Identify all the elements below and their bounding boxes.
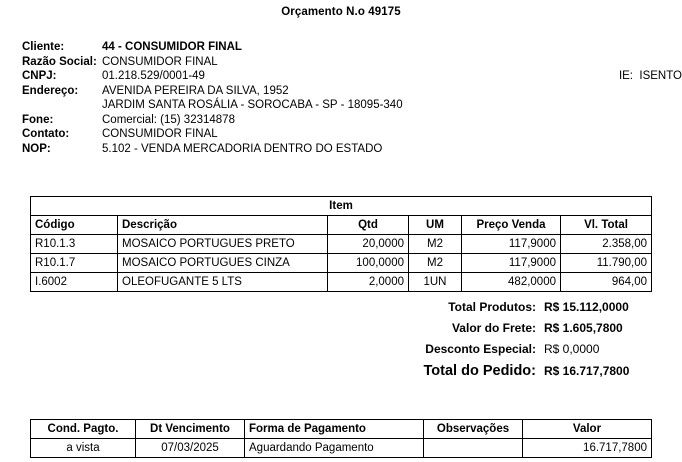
customer-value-fone: Comercial: (15) 32314878: [102, 113, 235, 126]
items-table: [30, 196, 652, 292]
customer-row-endereco-cont: [22, 98, 682, 113]
customer-label-endereco: Endereço:: [22, 84, 79, 97]
table-row: [31, 273, 652, 292]
customer-value-endereco: AVENIDA PEREIRA DA SILVA, 1952: [102, 84, 289, 97]
customer-info-block: [0, 40, 682, 156]
valor-frete-value: R$ 1.605,7800: [544, 321, 623, 335]
column-header-um: UM: [409, 216, 462, 235]
customer-label-cnpj: CNPJ:: [22, 70, 57, 82]
column-header-valor: Valor: [523, 420, 652, 439]
payment-column-header-row: [31, 420, 652, 439]
customer-row-nop: [22, 142, 682, 157]
page-title: Orçamento N.o 49175: [281, 6, 401, 18]
cell-cond-pagto: a vista: [31, 439, 136, 458]
items-table-container: [30, 196, 652, 292]
column-header-cond-pagto: Cond. Pagto.: [31, 420, 136, 439]
cell-preco-venda: 482,0000: [462, 273, 561, 292]
items-section-title: Item: [31, 197, 652, 216]
column-header-vl-total: Vl. Total: [561, 216, 652, 235]
customer-ie-group: [581, 69, 682, 84]
payment-table-container: [30, 419, 652, 458]
cell-codigo: I.6002: [31, 273, 118, 292]
cell-um: M2: [409, 254, 462, 273]
cell-qtd: 20,0000: [328, 235, 409, 254]
customer-row-endereco: [22, 84, 682, 99]
cell-descricao: OLEOFUGANTE 5 LTS: [118, 273, 328, 292]
customer-label-ie: IE:: [618, 70, 633, 82]
cell-codigo: R10.1.3: [31, 235, 118, 254]
customer-value-contato: CONSUMIDOR FINAL: [102, 128, 218, 140]
column-header-observacoes: Observações: [424, 420, 523, 439]
cell-um: 1UN: [409, 273, 462, 292]
cell-dt-vencimento: 07/03/2025: [136, 439, 245, 458]
cell-um: M2: [409, 235, 462, 254]
table-row: [31, 439, 652, 458]
total-produtos-row: [332, 300, 652, 314]
cell-qtd: 100,0000: [328, 254, 409, 273]
cell-vl-total: 964,00: [561, 273, 652, 292]
cell-codigo: R10.1.7: [31, 254, 118, 273]
cell-forma-pagamento: Aguardando Pagamento: [245, 439, 424, 458]
valor-frete-row: [332, 321, 652, 335]
customer-value-cliente: 44 - CONSUMIDOR FINAL: [102, 41, 242, 53]
table-row: [31, 254, 652, 273]
column-header-preco-venda: Preço Venda: [462, 216, 561, 235]
customer-value-cnpj: 01.218.529/0001-49: [102, 70, 205, 82]
customer-label-nop: NOP:: [22, 142, 51, 155]
customer-row-cnpj: [22, 69, 682, 84]
cell-vl-total: 2.358,00: [561, 235, 652, 254]
customer-row-cliente: [22, 40, 682, 55]
items-section-header-row: [31, 197, 652, 216]
desconto-especial-label: Desconto Especial:: [425, 342, 536, 356]
cell-preco-venda: 117,9000: [462, 235, 561, 254]
valor-frete-label: Valor do Frete:: [451, 321, 536, 335]
customer-label-fone: Fone:: [22, 113, 54, 126]
customer-row-fone: [22, 113, 682, 128]
column-header-descricao: Descrição: [118, 216, 328, 235]
total-pedido-row: [332, 363, 652, 379]
customer-value-nop: 5.102 - VENDA MERCADORIA DENTRO DO ESTADO: [102, 142, 383, 155]
customer-row-contato: [22, 127, 682, 142]
total-pedido-label: Total do Pedido:: [423, 363, 536, 379]
total-produtos-value: R$ 15.112,0000: [544, 300, 629, 314]
cell-observacoes: [424, 439, 523, 458]
customer-label-cliente: Cliente:: [22, 41, 65, 53]
customer-value-ie: ISENTO: [639, 70, 682, 82]
cell-vl-total: 11.790,00: [561, 254, 652, 273]
customer-label-contato: Contato:: [22, 128, 70, 140]
customer-label-razao-social: Razão Social:: [22, 55, 97, 68]
cell-descricao: MOSAICO PORTUGUES PRETO: [118, 235, 328, 254]
items-column-header-row: [31, 216, 652, 235]
column-header-qtd: Qtd: [328, 216, 409, 235]
cell-descricao: MOSAICO PORTUGUES CINZA: [118, 254, 328, 273]
total-pedido-value: R$ 16.717,7800: [544, 364, 630, 378]
cell-qtd: 2,0000: [328, 273, 409, 292]
payment-table: [30, 419, 652, 458]
customer-row-razao-social: [22, 55, 682, 70]
table-row: [31, 235, 652, 254]
desconto-especial-row: [332, 342, 652, 356]
column-header-dt-vencimento: Dt Vencimento: [136, 420, 245, 439]
total-produtos-label: Total Produtos:: [448, 300, 536, 314]
customer-value-razao-social: CONSUMIDOR FINAL: [102, 55, 218, 68]
desconto-especial-value: R$ 0,0000: [544, 342, 600, 356]
column-header-codigo: Código: [31, 216, 118, 235]
customer-value-bairro-cidade: JARDIM SANTA ROSÁLIA - SOROCABA - SP - 18095-340: [102, 99, 403, 111]
cell-valor: 16.717,7800: [523, 439, 652, 458]
totals-block: [332, 300, 652, 386]
column-header-forma-pagamento: Forma de Pagamento: [245, 420, 424, 439]
cell-preco-venda: 117,9000: [462, 254, 561, 273]
